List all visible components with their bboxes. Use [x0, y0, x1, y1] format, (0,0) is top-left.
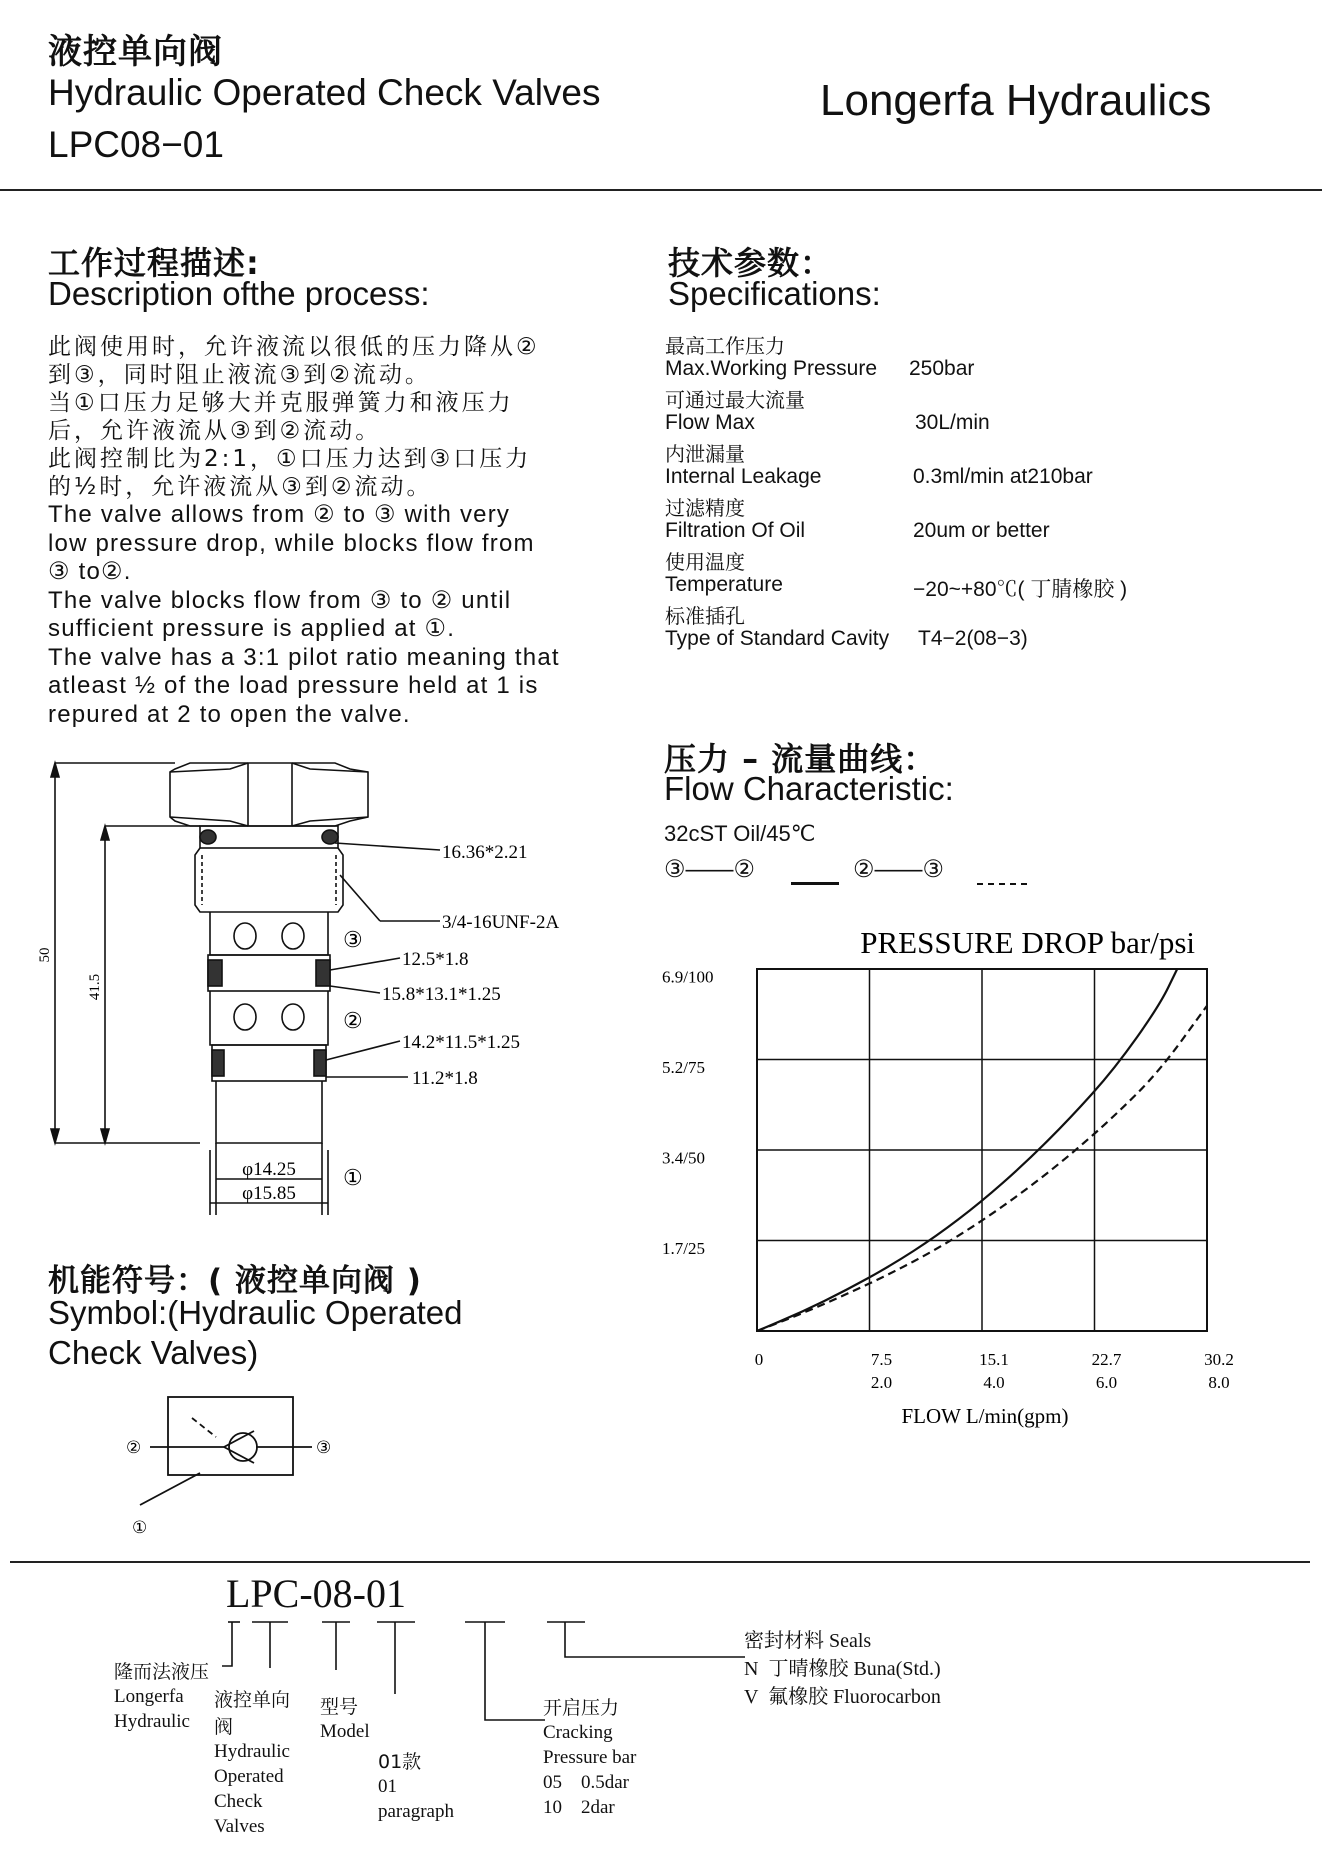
leader-line [330, 986, 380, 993]
description-en-line: The valve blocks flow from ③ to ② until [48, 586, 512, 614]
ordering-type-en-line: Valves [214, 1816, 265, 1837]
ordering-brand-en-2: Hydraulic [114, 1711, 190, 1732]
flow-heading-en: Flow Characteristic: [664, 770, 954, 807]
symbol-heading-en-2: Check Valves) [48, 1334, 259, 1371]
spec-value: 0.3ml/min at210bar [913, 465, 1093, 488]
ordering-type-en-line: Hydraulic [214, 1741, 290, 1762]
bracket-cracking [485, 1622, 545, 1720]
ordering-cracking-cn: 开启压力 [543, 1697, 620, 1719]
ordering-brand-en-1: Longerfa [114, 1686, 184, 1707]
leader-line [330, 958, 400, 970]
spec-heading-cn: 技术参数： [668, 244, 834, 282]
backup-ring-icon [314, 1050, 326, 1076]
ordering-seals-option: V 氟橡胶 Fluorocarbon [744, 1686, 941, 1708]
spec-row [665, 438, 1265, 492]
spec-row [665, 384, 1265, 438]
spec-value: 250bar [909, 357, 975, 380]
y-tick-label: 6.9/100 [662, 967, 714, 987]
description-heading-cn: 工作过程描述: [48, 244, 260, 282]
callout-backup-1: 15.8*13.1*1.25 [382, 984, 501, 1005]
symbol-port-3: ③ [316, 1438, 332, 1457]
description-cn-line: 此阀控制比为2:1，①口压力达到③口压力 [48, 446, 532, 472]
x-tick-label-gpm: 6.0 [1095, 1373, 1118, 1392]
spec-table [665, 330, 1265, 654]
ordering-divider [10, 1561, 1310, 1563]
description-en-line: atleast ½ of the load pressure held at 1 is [48, 672, 539, 699]
legend-solid-line [791, 882, 839, 885]
description-en-line: repured at 2 to open the valve. [48, 700, 411, 728]
symbol-heading-cn: 机能符号：( 液控单向阀 ) [48, 1263, 422, 1299]
x-tick-label: 30.2 [1204, 1350, 1234, 1369]
ordering-cracking [543, 1693, 636, 1820]
hex-facets [170, 763, 368, 826]
legend-dashed-line [977, 883, 1027, 885]
description-cn-line: 的½时，允许液流从③到②流动。 [48, 474, 433, 500]
description-en-line: sufficient pressure is applied at ①. [48, 615, 456, 642]
y-tick-label: 3.4/50 [662, 1148, 705, 1168]
spec-row [665, 330, 1265, 384]
ordering-cracking-unit: Pressure bar [543, 1747, 637, 1768]
description-cn-line: 后，允许液流从③到②流动。 [48, 418, 382, 444]
description-en-line: The valve has a 3:1 pilot ratio meaning that [48, 643, 560, 671]
diameter-outer-label: φ15.85 [242, 1183, 296, 1204]
arrow-icon [51, 763, 59, 777]
spec-heading-en: Specifications: [668, 275, 881, 312]
body-port3 [210, 912, 328, 955]
spec-label-en: Internal Leakage [665, 465, 822, 488]
symbol-port-1: ① [132, 1518, 148, 1537]
neck [200, 826, 338, 848]
y-tick-label: 1.7/25 [662, 1239, 705, 1258]
spec-label-en: Filtration Of Oil [665, 519, 806, 542]
port-3-label: ③ [343, 927, 363, 952]
oil-condition: 32cST Oil/45℃ [664, 821, 816, 846]
arrow-icon [101, 1129, 109, 1143]
ordering-type [214, 1685, 290, 1839]
valve-cross-section-drawing [30, 755, 590, 1215]
ordering-type-en-line: Check [214, 1791, 263, 1812]
ordering-seals-option: N 丁晴橡胶 Buna(Std.) [744, 1658, 941, 1680]
callout-backup-2: 14.2*11.5*1.25 [402, 1032, 521, 1053]
port-1-label: ① [343, 1165, 363, 1190]
ordering-series-en: paragraph [378, 1801, 454, 1822]
spec-label-en: Max.Working Pressure [665, 357, 878, 380]
o-ring-icon [322, 830, 338, 844]
description-en-line: The valve allows from ② to ③ with very [48, 501, 511, 528]
callout-o-ring-top: 16.36*2.21 [442, 842, 528, 863]
spec-label-en: Type of Standard Cavity [665, 627, 890, 650]
ordering-brand-cn: 隆而法液压 [114, 1661, 210, 1683]
title-cn: 液控单向阀 [48, 32, 223, 72]
ordering-type-cn-1: 液控单向 [214, 1689, 291, 1711]
spec-label-en: Flow Max [665, 411, 755, 434]
ordering-cracking-option: 05 0.5dar [543, 1772, 630, 1793]
spec-label-cn: 过滤精度 [665, 496, 745, 520]
model-number: LPC08−01 [48, 124, 224, 165]
spec-row [665, 546, 1265, 600]
spec-label-en: Temperature [665, 573, 783, 596]
description-cn-line: 此阀使用时，允许液流以很低的压力降从② [48, 334, 540, 360]
port-2-label: ② [343, 1008, 363, 1033]
callout-o-ring-2: 11.2*1.8 [412, 1068, 478, 1089]
thread-section [195, 848, 343, 912]
diameter-inner-label: φ14.25 [242, 1159, 296, 1180]
callout-o-ring-1: 12.5*1.8 [402, 949, 469, 970]
ordering-type-en-line: Operated [214, 1766, 284, 1787]
symbol-heading-en-1: Symbol:(Hydraulic Operated [48, 1294, 463, 1331]
leader-line [340, 875, 380, 921]
hex-nut [170, 763, 368, 826]
bracket-seals [565, 1622, 745, 1657]
backup-ring-icon [316, 960, 330, 986]
symbol-port-2: ② [126, 1438, 142, 1457]
x-tick-label-gpm: 4.0 [983, 1373, 1005, 1392]
description-cn-line: 当①口压力足够大并克服弹簧力和液压力 [48, 390, 514, 416]
spec-label-cn: 标准插孔 [665, 604, 745, 628]
port-hole [234, 1004, 256, 1030]
description-en-line: ③ to②. [48, 558, 132, 585]
leader-line [335, 843, 440, 850]
spec-label-cn: 最高工作压力 [665, 334, 785, 358]
flow-heading-cn: 压力 – 流量曲线： [664, 740, 937, 778]
brand-name: Longerfa Hydraulics [820, 76, 1212, 125]
ordering-cracking-en: Cracking [543, 1722, 613, 1743]
y-tick-label: 5.2/75 [662, 1058, 705, 1077]
port-hole [282, 1004, 304, 1030]
arrow-icon [51, 1129, 59, 1143]
description-text [48, 333, 568, 729]
backup-ring-icon [212, 1050, 224, 1076]
hydraulic-symbol [120, 1385, 360, 1545]
spec-label-cn: 内泄漏量 [665, 442, 745, 466]
x-axis-label: FLOW L/min(gpm) [901, 1404, 1069, 1428]
seal-land-2 [212, 1045, 326, 1081]
description-heading-en: Description ofthe process: [48, 275, 430, 312]
port-hole [282, 923, 304, 949]
legend-solid-label: ③——② [664, 856, 756, 883]
backup-ring-icon [208, 960, 222, 986]
body-port2 [210, 991, 328, 1045]
spec-value: 20um or better [913, 519, 1050, 542]
spec-value: 30L/min [915, 411, 990, 434]
x-tick-label: 7.5 [870, 1350, 893, 1369]
ordering-cracking-option: 10 2dar [543, 1797, 615, 1818]
x-tick-label: 0 [754, 1350, 764, 1369]
pressure-flow-chart [640, 905, 1270, 1450]
pilot-line [140, 1473, 200, 1505]
x-tick-label: 22.7 [1091, 1350, 1122, 1369]
description-en-line: low pressure drop, while blocks flow from [48, 529, 535, 557]
description-cn-line: 到③，同时阻止液流③到②流动。 [48, 362, 431, 388]
pilot-line [192, 1418, 216, 1437]
spec-label-cn: 可通过最大流量 [665, 388, 805, 412]
o-ring-icon [200, 830, 216, 844]
port-hole [234, 923, 256, 949]
spec-value: T4−2(08−3) [918, 627, 1028, 650]
ordering-seals [744, 1627, 941, 1711]
header-divider [0, 189, 1322, 191]
ordering-model-cn: 型号 [320, 1696, 359, 1718]
chart-title: PRESSURE DROP bar/psi [860, 925, 1195, 960]
x-tick-label-gpm: 2.0 [870, 1373, 893, 1392]
spec-label-cn: 使用温度 [665, 550, 745, 574]
ordering-brand [114, 1657, 209, 1734]
dim-body-label: 41.5 [87, 973, 103, 1001]
ordering-model [320, 1692, 370, 1744]
title-en: Hydraulic Operated Check Valves [48, 72, 601, 113]
nose [216, 1081, 322, 1143]
dim-total-label: 50 [37, 947, 53, 963]
bracket-brand [222, 1622, 232, 1666]
ordering-code: LPC-08-01 [226, 1571, 406, 1616]
ordering-series-cn: 01款 [378, 1751, 422, 1773]
ordering-seals-title: 密封材料 Seals [744, 1630, 872, 1652]
legend-dashed-label: ②——③ [853, 856, 945, 883]
leader-line [326, 1041, 400, 1060]
ordering-model-en: Model [320, 1721, 370, 1742]
ordering-series [378, 1747, 454, 1824]
spec-row [665, 600, 1265, 654]
callout-thread: 3/4-16UNF-2A [442, 912, 560, 933]
ordering-type-cn-2: 阀 [214, 1716, 234, 1738]
seal-land-1 [208, 955, 330, 991]
spec-row [665, 492, 1265, 546]
spec-value: −20~+80℃( 丁腈橡胶 ) [913, 578, 1128, 601]
x-tick-label-gpm: 8.0 [1208, 1373, 1230, 1392]
arrow-icon [101, 826, 109, 840]
ordering-series-code: 01 [378, 1776, 397, 1797]
symbol-envelope [168, 1397, 293, 1475]
x-tick-label: 15.1 [979, 1350, 1009, 1369]
